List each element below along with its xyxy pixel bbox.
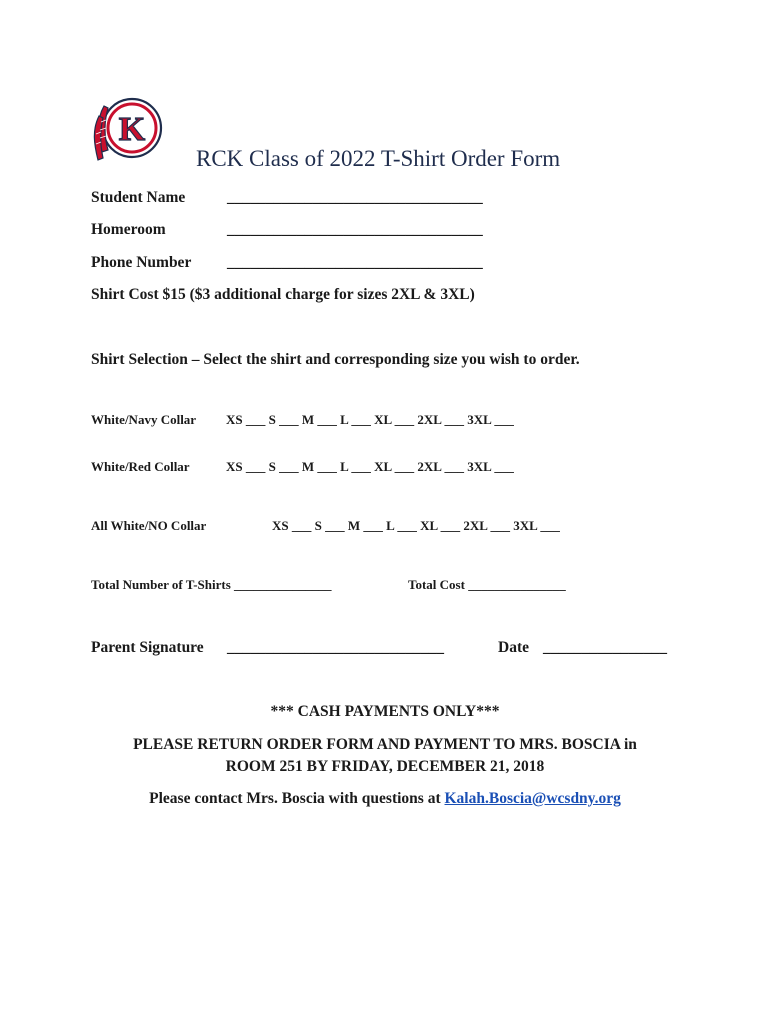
phone-number-label: Phone Number	[91, 254, 192, 271]
page-title: RCK Class of 2022 T-Shirt Order Form	[196, 146, 561, 171]
homeroom-field[interactable]: _________________________________	[227, 221, 483, 238]
return-instructions-line1: PLEASE RETURN ORDER FORM AND PAYMENT TO MRS. BOSCIA in	[133, 736, 637, 753]
total-number-field[interactable]: Total Number of T-Shirts _______________	[91, 577, 332, 592]
student-name-label: Student Name	[91, 189, 186, 206]
shirt-label-white-navy: White/Navy Collar	[91, 412, 197, 427]
return-instructions-line2: ROOM 251 BY FRIDAY, DECEMBER 21, 2018	[225, 758, 545, 775]
size-selection-white-navy[interactable]: XS ___ S ___ M ___ L ___ XL ___ 2XL ___ 3XL ___	[226, 412, 514, 427]
logo-letter: K	[118, 111, 146, 148]
contact-line	[0, 790, 770, 808]
student-name-field[interactable]: _________________________________	[227, 189, 483, 206]
contact-email-link[interactable]: Kalah.Boscia@wcsdny.org	[444, 790, 621, 807]
shirt-label-all-white: All White/NO Collar	[91, 518, 207, 533]
parent-signature-field[interactable]: ____________________________	[227, 639, 444, 656]
contact-text: Please contact Mrs. Boscia with questions at	[149, 790, 445, 807]
shirt-selection-instructions: Shirt Selection – Select the shirt and corresponding size you wish to order.	[91, 351, 580, 368]
school-logo-icon	[92, 96, 164, 168]
date-field[interactable]: ________________	[543, 639, 667, 656]
shirt-label-white-red: White/Red Collar	[91, 459, 190, 474]
date-label: Date	[498, 639, 529, 656]
size-selection-white-red[interactable]: XS ___ S ___ M ___ L ___ XL ___ 2XL ___ 3XL ___	[226, 459, 514, 474]
homeroom-label: Homeroom	[91, 221, 166, 238]
size-selection-all-white[interactable]: XS ___ S ___ M ___ L ___ XL ___ 2XL ___ 3XL ___	[272, 518, 560, 533]
shirt-cost-text: Shirt Cost $15 ($3 additional charge for sizes 2XL & 3XL)	[91, 286, 475, 303]
phone-number-field[interactable]: _________________________________	[227, 254, 483, 271]
total-cost-field[interactable]: Total Cost _______________	[408, 577, 566, 592]
cash-only-notice: *** CASH PAYMENTS ONLY***	[270, 703, 500, 720]
parent-signature-label: Parent Signature	[91, 639, 204, 656]
